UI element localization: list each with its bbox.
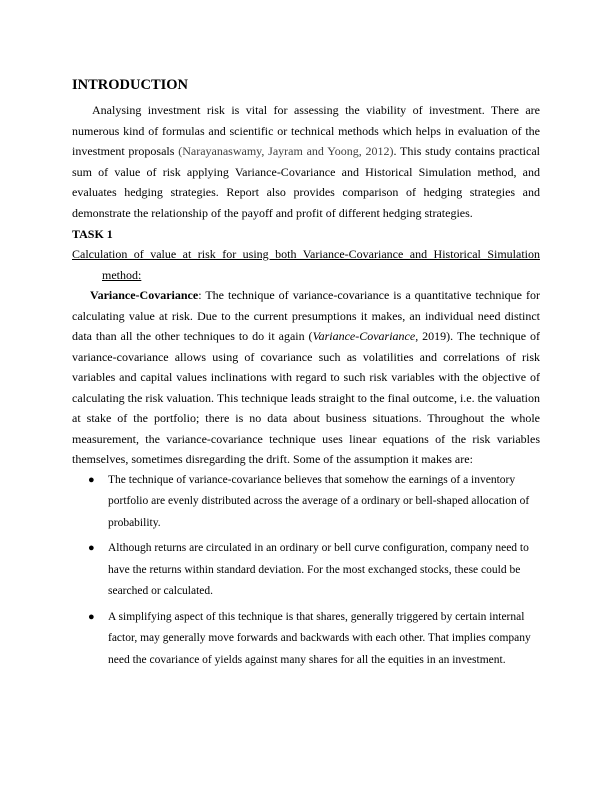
list-item [72,607,540,672]
intro-text-part-1: Analysing investment risk is vital for assessing the viability of investment. There are numerous kind of formulas and scientific or technical methods which helps in evaluation of the investment proposals [72,103,540,158]
introduction-heading: INTRODUCTION [72,77,189,93]
task1-subheading: Calculation of value at risk for using both Variance-Covariance and Historical Simulation method: [72,247,540,282]
variance-covariance-label: Variance-Covariance [90,288,199,302]
list-item-text: A simplifying aspect of this technique is that shares, generally triggered by certain internal factor, may generally move forwards and backwards with each other. That implies company need the covariance of yields against many shares for all the equities in an investment. [108,610,531,666]
list-item-text: The technique of variance-covariance believes that somehow the earnings of a inventory portfolio are evenly distributed across the average of a ordinary or bell-shaped allocation of probability. [108,473,530,529]
list-item [72,538,540,603]
bullet-icon: ● [88,542,95,554]
introduction-paragraph [72,100,540,223]
list-item-text: Although returns are circulated in an ordinary or bell curve configuration, company need to have the returns within standard deviation. For the most exchanged stocks, these could be searched or calculated. [108,542,529,597]
intro-citation: (Narayanaswamy, Jayram and Yoong, 2012) [178,144,394,158]
vc-text-part-2: ). The technique of variance-covariance allows using of covariance such as volatilities and correlations of risk variables and capital values inclinations with regard to such risk variables with the objective of calculating the risk valuation. This technique leads straight to the final outcome, i.e. the valuation at stake of the portfolio; there is no data about business situations. Throughout the whole measurement, the variance-covariance technique uses linear equations of the risk variables themselves, sometimes disregarding the drift. Some of the assumption it makes are: [72,329,541,466]
bullet-icon: ● [88,473,95,486]
vc-citation-year: , 2019 [415,329,447,343]
vc-citation-title: Variance-Covariance [312,329,416,343]
document-page [72,76,540,675]
task1-heading: TASK 1 [72,227,113,241]
assumptions-list [72,470,540,672]
intro-text-part-2: . This study contains practical sum of value of risk applying Variance-Covariance and Historical Simulation method, and evaluates hedging strategies. Report also provides comparison of hedging strategies and demonstrate the relationship of the payoff and profit of different hedging strategies. [72,144,540,220]
list-item [72,470,540,535]
bullet-icon: ● [88,610,95,623]
vc-text-part-1: : The technique of variance-covariance is a quantitative technique for calculating value at risk. Due to the current presumptions it makes, an individual need distinct data than all the other techniques to do it again ( [72,288,540,343]
variance-covariance-paragraph [72,285,540,470]
